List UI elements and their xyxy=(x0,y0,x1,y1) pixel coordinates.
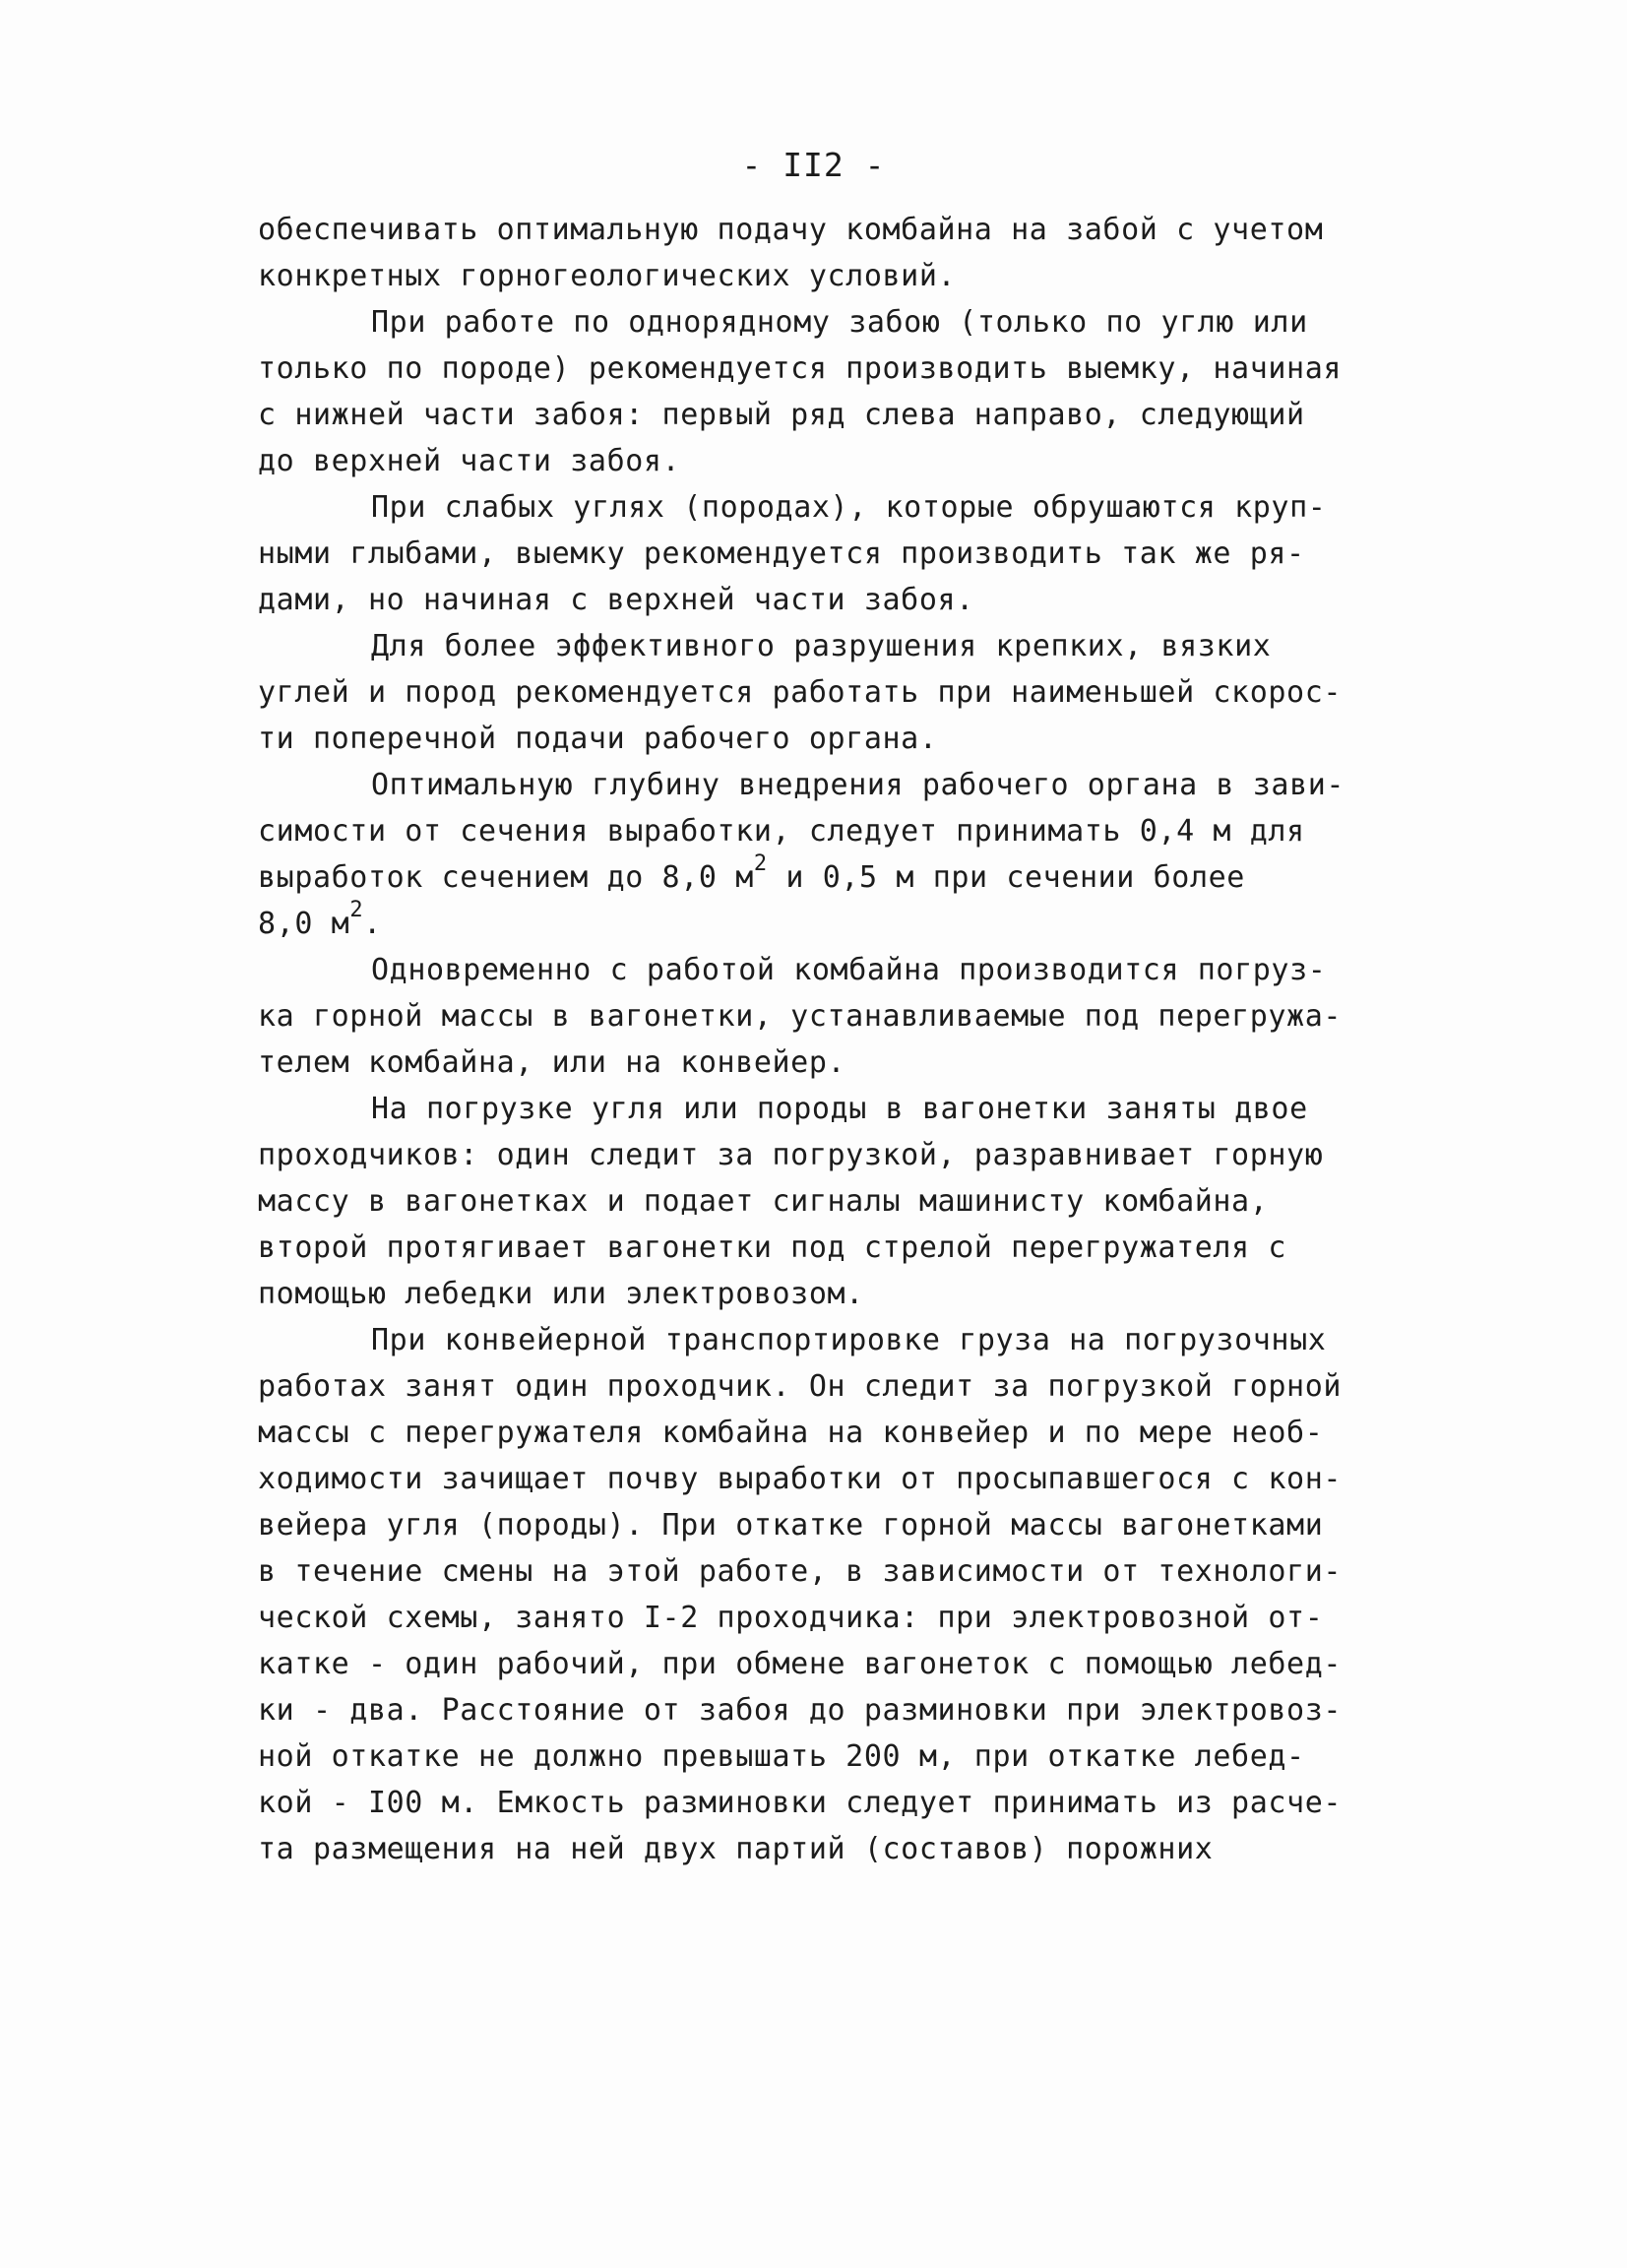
page-number: - II2 - xyxy=(741,146,886,184)
text-line: ной откатке не должно превышать 200 м, при откатке лебед- xyxy=(258,1739,1305,1774)
paragraph-start-line: При конвейерной транспортировке груза на погрузочных xyxy=(371,1323,1327,1357)
text-line: кой - I00 м. Емкость разминовки следует принимать из расче- xyxy=(258,1786,1343,1820)
text-line: ходимости зачищает почву выработки от просыпавшегося с кон- xyxy=(258,1462,1343,1496)
superscript: 2 xyxy=(753,851,768,876)
text-fragment: и 0,5 м при сечении более xyxy=(767,860,1245,895)
text-line: ческой схемы, занято I-2 проходчика: при электровозной от- xyxy=(258,1601,1324,1635)
text-line: конкретных горногеологических условий. xyxy=(258,259,957,293)
text-line: дами, но начиная с верхней части забоя. xyxy=(258,583,974,617)
paragraph-start-line: Одновременно с работой комбайна производится погруз- xyxy=(371,953,1327,987)
text-line: второй протягивает вагонетки под стрелой перегружателя с xyxy=(258,1230,1287,1265)
paragraph-start-line: При слабых углях (породах), которые обрушаются круп- xyxy=(371,490,1327,525)
text-fragment: 8,0 м xyxy=(258,907,350,941)
text-line-with-superscript xyxy=(258,851,1390,901)
text-line: ка горной массы в вагонетки, устанавливаемые под перегружа- xyxy=(258,999,1343,1034)
text-line: ти поперечной подачи рабочего органа. xyxy=(258,722,938,756)
text-line: до верхней части забоя. xyxy=(258,444,681,478)
text-line: с нижней части забоя: первый ряд слева направо, следующий xyxy=(258,398,1305,432)
text-line: обеспечивать оптимальную подачу комбайна на забой с учетом xyxy=(258,213,1324,247)
text-line: только по породе) рекомендуется производить выемку, начиная xyxy=(258,351,1343,386)
paragraph-start-line: При работе по однорядному забою (только по углю или xyxy=(371,305,1308,340)
body-text xyxy=(258,207,1390,1872)
text-line: вейера угля (породы). При откатке горной массы вагонетками xyxy=(258,1508,1324,1543)
text-line: углей и пород рекомендуется работать при наименьшей скорос- xyxy=(258,675,1343,710)
text-line: ки - два. Расстояние от забоя до разминовки при электровоз- xyxy=(258,1693,1343,1728)
text-fragment: выработок сечением до 8,0 м xyxy=(258,860,754,895)
text-fragment: . xyxy=(363,907,382,941)
text-line: массы с перегружателя комбайна на конвейер и по мере необ- xyxy=(258,1416,1324,1450)
superscript: 2 xyxy=(349,898,364,922)
text-line: симости от сечения выработки, следует принимать 0,4 м для xyxy=(258,814,1305,849)
text-line: катке - один рабочий, при обмене вагонеток с помощью лебед- xyxy=(258,1647,1343,1681)
text-line: работах занят один проходчик. Он следит за погрузкой горной xyxy=(258,1369,1343,1404)
paragraph-start-line: На погрузке угля или породы в вагонетки заняты двое xyxy=(371,1092,1308,1126)
paragraph-start-line: Для более эффективного разрушения крепких, вязких xyxy=(371,629,1272,663)
text-line: проходчиков: один следит за погрузкой, разравнивает горную xyxy=(258,1138,1324,1172)
text-line: помощью лебедки или электровозом. xyxy=(258,1277,864,1311)
text-line: массу в вагонетках и подает сигналы машинисту комбайна, xyxy=(258,1184,1269,1219)
paragraph-start-line: Оптимальную глубину внедрения рабочего органа в зави- xyxy=(371,768,1345,802)
text-line: ными глыбами, выемку рекомендуется производить так же ря- xyxy=(258,536,1305,571)
text-line: та размещения на ней двух партий (составов) порожних xyxy=(258,1832,1214,1866)
text-line-with-superscript xyxy=(258,898,1390,947)
text-line: телем комбайна, или на конвейер. xyxy=(258,1045,846,1080)
text-line: в течение смены на этой работе, в зависимости от технологи- xyxy=(258,1554,1343,1589)
